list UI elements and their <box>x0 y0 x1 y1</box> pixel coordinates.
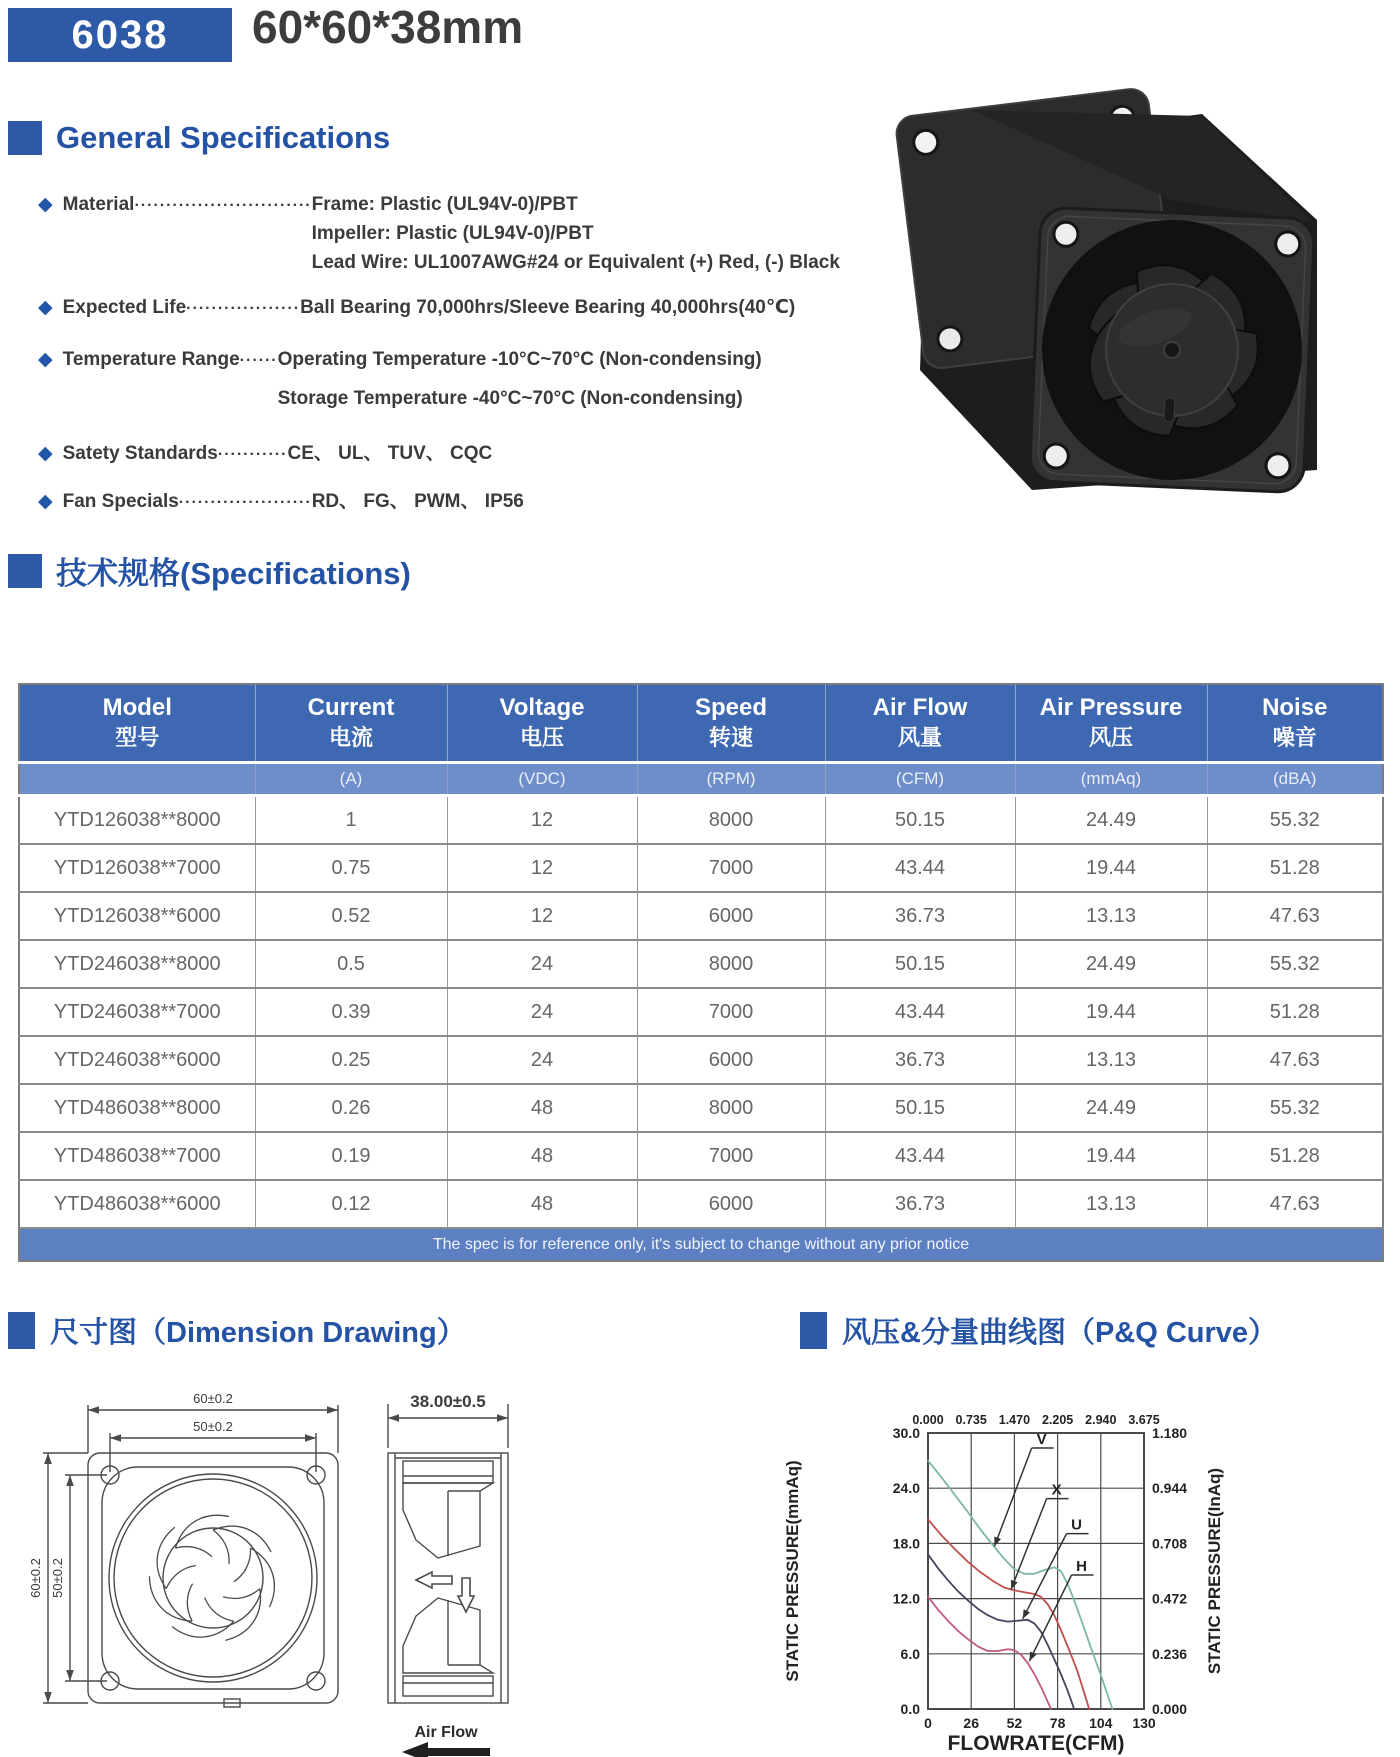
header-en: Model <box>102 694 172 721</box>
table-cell: 0.26 <box>255 1084 447 1132</box>
table-cell: YTD126038**7000 <box>19 844 255 892</box>
spec-row <box>38 190 878 277</box>
diamond-bullet-icon: ◆ <box>38 349 53 370</box>
spec-values <box>312 190 878 277</box>
table-cell: 55.32 <box>1207 796 1383 845</box>
curve-X <box>928 1520 1089 1710</box>
chart-grid <box>928 1433 1144 1709</box>
table-cell: 7000 <box>637 844 825 892</box>
section-title: 风压&分量曲线图（P&Q Curve） <box>842 1317 1278 1349</box>
table-cell: 0.25 <box>255 1036 447 1084</box>
y-tick-left: 6.0 <box>900 1645 920 1662</box>
table-cell: 0.75 <box>255 844 447 892</box>
table-cell: YTD126038**6000 <box>19 892 255 940</box>
header-en: Speed <box>694 694 768 721</box>
fan-front-flange <box>1029 207 1315 493</box>
annotation-arrowhead <box>994 1536 1001 1546</box>
table-cell: YTD486038**8000 <box>19 1084 255 1132</box>
table-row <box>19 844 1383 892</box>
fan-blade <box>205 1591 234 1629</box>
y-tick-right: 0.944 <box>1152 1480 1188 1497</box>
spec-row <box>38 487 878 517</box>
y-tick-right: 0.708 <box>1152 1535 1188 1552</box>
spec-row <box>38 439 878 469</box>
x-tick-top: 0.000 <box>912 1413 944 1427</box>
table-cell: 6000 <box>637 1036 825 1084</box>
table-cell: 12 <box>447 796 637 845</box>
y-tick-left: 0.0 <box>900 1701 920 1717</box>
section-marker-icon <box>8 121 42 155</box>
table-cell: 12 <box>447 892 637 940</box>
y-tick-right: 0.000 <box>1152 1701 1188 1717</box>
airflow-label: Air Flow <box>414 1724 478 1741</box>
spec-label: Expected Life <box>62 297 187 318</box>
fan-blade <box>172 1500 228 1561</box>
fan-blade <box>163 1565 200 1588</box>
x-tick-bottom: 0 <box>924 1715 932 1731</box>
spec-values <box>278 345 878 413</box>
table-header-cell <box>1207 684 1383 763</box>
table-cell: 47.63 <box>1207 1180 1383 1228</box>
table-header-cell <box>825 684 1015 763</box>
table-header-row <box>19 684 1383 763</box>
table-cell: 19.44 <box>1015 844 1207 892</box>
curve-label-V: V <box>1036 1431 1047 1449</box>
fan-blade <box>150 1527 188 1589</box>
table-units-row <box>19 763 1383 796</box>
table-cell: 24.49 <box>1015 796 1207 845</box>
curve-label-X: X <box>1051 1481 1062 1499</box>
table-cell: 0.52 <box>255 892 447 940</box>
spec-value-line: Frame: Plastic (UL94V-0)/PBT <box>311 194 578 215</box>
table-cell: YTD246038**6000 <box>19 1036 255 1084</box>
table-cell: 48 <box>447 1180 637 1228</box>
dim-hole-pitch-label: 50±0.2 <box>193 1419 233 1434</box>
section-title: General Specifications <box>56 120 391 155</box>
model-code-badge <box>8 8 232 62</box>
plot-border <box>928 1433 1144 1709</box>
table-cell: 43.44 <box>825 844 1015 892</box>
table-cell: YTD246038**8000 <box>19 940 255 988</box>
mounting-hole <box>1044 444 1069 469</box>
diamond-bullet-icon: ◆ <box>38 194 53 215</box>
unit-cell: (A) <box>255 763 447 796</box>
diamond-bullet-icon: ◆ <box>38 443 53 464</box>
y-axis-left-title: STATIC PRESSURE(mmAq) <box>783 1460 802 1682</box>
annotation-arrowhead <box>1029 1651 1036 1661</box>
x-tick-bottom: 130 <box>1132 1715 1156 1731</box>
header-en: Air Pressure <box>1039 694 1183 721</box>
header-cn: 电压 <box>519 725 564 750</box>
table-cell: 7000 <box>637 988 825 1036</box>
spec-leader-dots: ··········· <box>217 446 288 463</box>
spec-key <box>38 293 300 323</box>
dim-hole-pitch-v-label: 50±0.2 <box>50 1558 65 1598</box>
front-view-hub <box>163 1528 263 1628</box>
unit-cell: (CFM) <box>825 763 1015 796</box>
table-cell: 13.13 <box>1015 1036 1207 1084</box>
x-tick-top: 2.940 <box>1085 1413 1117 1427</box>
mounting-hole <box>1053 222 1078 247</box>
spec-label: Satety Standards <box>62 443 218 464</box>
table-header-cell <box>255 684 447 763</box>
table-cell: 43.44 <box>825 1132 1015 1180</box>
spec-value-line: Lead Wire: UL1007AWG#24 or Equivalent (+) Red, (-) Black <box>311 252 840 273</box>
table-cell: 55.32 <box>1207 1084 1383 1132</box>
spec-leader-dots: ···························· <box>134 197 312 214</box>
spec-value-line: CE、 UL、 TUV、 CQC <box>287 443 493 464</box>
table-cell: 24 <box>447 988 637 1036</box>
table-cell: 1 <box>255 796 447 845</box>
header-en: Current <box>307 694 395 721</box>
section-specifications <box>8 548 411 593</box>
header-en: Noise <box>1262 694 1328 721</box>
unit-cell: (VDC) <box>447 763 637 796</box>
x-tick-top: 0.735 <box>955 1413 987 1427</box>
chart-annotations <box>994 1431 1093 1661</box>
spec-values <box>312 487 878 516</box>
table-cell: 50.15 <box>825 1084 1015 1132</box>
x-tick-bottom: 52 <box>1006 1715 1023 1731</box>
fan-blade <box>175 1535 212 1569</box>
spec-label: Temperature Range <box>62 349 240 370</box>
table-cell: 6000 <box>637 1180 825 1228</box>
x-axis-title: FLOWRATE(CFM) <box>947 1732 1125 1755</box>
table-cell: 19.44 <box>1015 988 1207 1036</box>
table-header-cell <box>19 684 255 763</box>
spec-row <box>38 293 878 323</box>
spec-label: Fan Specials <box>62 491 179 512</box>
y-tick-right: 0.472 <box>1152 1590 1188 1607</box>
table-cell: 43.44 <box>825 988 1015 1036</box>
spec-row <box>38 345 878 413</box>
spec-leader-dots: ·················· <box>186 300 301 317</box>
specifications-table <box>18 683 1384 1262</box>
section-dimension-drawing <box>8 1310 466 1351</box>
diamond-bullet-icon: ◆ <box>38 297 53 318</box>
table-row <box>19 892 1383 940</box>
dim-depth-label: 38.00±0.5 <box>410 1392 486 1411</box>
table-row <box>19 1036 1383 1084</box>
table-cell: 24 <box>447 1036 637 1084</box>
spec-value-line: Storage Temperature -40°C~70°C (Non-condensing) <box>277 388 743 409</box>
table-cell: 8000 <box>637 796 825 845</box>
table-cell: 55.32 <box>1207 940 1383 988</box>
size-label: 60*60*38mm <box>252 1 524 53</box>
table-cell: 50.15 <box>825 940 1015 988</box>
section-marker-icon <box>8 554 42 588</box>
header-cn: 型号 <box>115 725 160 750</box>
x-tick-top: 2.205 <box>1041 1413 1074 1427</box>
spec-key <box>38 439 287 469</box>
spec-value-line: Ball Bearing 70,000hrs/Sleeve Bearing 40,000hrs(40℃) <box>300 297 796 318</box>
annotation-arrow <box>1023 1534 1067 1619</box>
unit-cell <box>19 763 255 796</box>
unit-cell: (RPM) <box>637 763 825 796</box>
table-row <box>19 940 1383 988</box>
spec-leader-dots: ····················· <box>178 494 312 511</box>
curve-label-U: U <box>1071 1516 1082 1534</box>
y-tick-left: 18.0 <box>892 1535 920 1552</box>
table-cell: 51.28 <box>1207 1132 1383 1180</box>
table-footnote: The spec is for reference only, it's subject to change without any prior notice <box>19 1228 1383 1261</box>
header-cn: 电流 <box>328 725 373 750</box>
spec-key <box>38 345 278 375</box>
y-tick-left: 30.0 <box>892 1425 920 1441</box>
table-cell: 51.28 <box>1207 988 1383 1036</box>
x-tick-bottom: 26 <box>963 1715 979 1731</box>
table-row <box>19 796 1383 845</box>
chart-curves <box>928 1461 1112 1709</box>
dimension-drawing <box>28 1388 548 1757</box>
table-cell: 36.73 <box>825 892 1015 940</box>
table-row <box>19 988 1383 1036</box>
table-cell: 6000 <box>637 892 825 940</box>
spec-value-line: RD、 FG、 PWM、 IP56 <box>311 491 524 512</box>
general-spec-list <box>38 190 878 533</box>
table-cell: 36.73 <box>825 1036 1015 1084</box>
annotation-arrow <box>1011 1499 1047 1590</box>
spec-values <box>287 439 878 468</box>
front-view-frame <box>88 1453 338 1703</box>
table-cell: 51.28 <box>1207 844 1383 892</box>
header-cn: 转速 <box>708 725 753 750</box>
exhaust-direction-icon <box>416 1572 452 1588</box>
section-marker-icon <box>800 1312 827 1349</box>
table-cell: YTD486038**7000 <box>19 1132 255 1180</box>
fan-blade <box>225 1584 263 1646</box>
dimension-arrowheads <box>44 1406 508 1703</box>
table-row <box>19 1132 1383 1180</box>
dim-width-label: 60±0.2 <box>193 1391 233 1406</box>
annotation-arrowhead <box>1023 1609 1030 1619</box>
table-header-cell <box>447 684 637 763</box>
y-tick-right: 0.236 <box>1152 1645 1188 1662</box>
table-header-cell <box>637 684 825 763</box>
spec-values <box>300 293 878 322</box>
table-cell: 24.49 <box>1015 1084 1207 1132</box>
table-cell: 0.5 <box>255 940 447 988</box>
table-cell: 48 <box>447 1132 637 1180</box>
section-title: 尺寸图（Dimension Drawing） <box>50 1317 466 1349</box>
spec-key <box>38 190 312 220</box>
x-tick-bottom: 104 <box>1089 1715 1113 1731</box>
spec-leader-dots: ······ <box>239 352 278 369</box>
spec-key <box>38 487 312 517</box>
y-axis-right-title: STATIC PRESSURE(InAq) <box>1205 1467 1224 1675</box>
model-code: 6038 <box>71 12 169 57</box>
table-cell: 48 <box>447 1084 637 1132</box>
spec-value-line: Operating Temperature -10°C~70°C (Non-condensing) <box>277 349 762 370</box>
diamond-bullet-icon: ◆ <box>38 491 53 512</box>
x-tick-bottom: 78 <box>1049 1715 1066 1731</box>
table-cell: 24 <box>447 940 637 988</box>
table-cell: YTD486038**6000 <box>19 1180 255 1228</box>
table-cell: 19.44 <box>1015 1132 1207 1180</box>
header-cn: 噪音 <box>1272 725 1317 750</box>
table-cell: 36.73 <box>825 1180 1015 1228</box>
table-cell: 12 <box>447 844 637 892</box>
table-cell: 50.15 <box>825 796 1015 845</box>
curve-label-H: H <box>1076 1558 1087 1575</box>
y-tick-left: 12.0 <box>892 1590 920 1607</box>
header-en: Voltage <box>499 694 585 721</box>
table-row <box>19 1084 1383 1132</box>
section-marker-icon <box>8 1312 35 1349</box>
table-cell: 24.49 <box>1015 940 1207 988</box>
mounting-hole <box>1266 453 1291 478</box>
table-cell: 0.19 <box>255 1132 447 1180</box>
unit-cell: (dBA) <box>1207 763 1383 796</box>
airflow-arrow-icon <box>402 1742 490 1757</box>
fan-blade <box>213 1530 229 1564</box>
specifications-table-wrap <box>18 683 1384 1262</box>
mounting-hole <box>1275 231 1300 256</box>
table-cell: 13.13 <box>1015 892 1207 940</box>
table-cell: 8000 <box>637 1084 825 1132</box>
y-tick-left: 24.0 <box>892 1480 920 1497</box>
table-cell: 0.39 <box>255 988 447 1036</box>
table-cell: YTD126038**8000 <box>19 796 255 845</box>
table-cell: YTD246038**7000 <box>19 988 255 1036</box>
annotation-arrow <box>994 1448 1031 1546</box>
fan-blade <box>224 1548 261 1582</box>
x-tick-top: 1.470 <box>998 1413 1031 1427</box>
section-pq-curve <box>800 1310 1277 1351</box>
annotation-arrow <box>1029 1575 1071 1661</box>
header-cn: 风压 <box>1088 725 1133 750</box>
table-cell: 47.63 <box>1207 1036 1383 1084</box>
curve-V <box>928 1461 1112 1709</box>
table-cell: 7000 <box>637 1132 825 1180</box>
table-cell: 47.63 <box>1207 892 1383 940</box>
header-cn: 风量 <box>897 725 942 750</box>
spec-label: Material <box>62 194 135 215</box>
table-cell: 8000 <box>637 940 825 988</box>
curve-U <box>928 1554 1074 1709</box>
table-row <box>19 1180 1383 1228</box>
section-title: 技术规格(Specifications) <box>56 556 411 591</box>
unit-cell: (mmAq) <box>1015 763 1207 796</box>
section-general-specifications <box>8 120 390 156</box>
pq-curve-chart <box>758 1386 1378 1757</box>
y-tick-right: 1.180 <box>1152 1425 1188 1441</box>
header-en: Air Flow <box>872 694 968 721</box>
table-cell: 13.13 <box>1015 1180 1207 1228</box>
fan-blade <box>178 1584 207 1622</box>
dim-height-label: 60±0.2 <box>28 1558 43 1598</box>
fan-product-photo <box>872 80 1334 512</box>
table-cell: 0.12 <box>255 1180 447 1228</box>
table-header-cell <box>1015 684 1207 763</box>
fan-blade <box>223 1581 260 1604</box>
x-tick-top: 3.675 <box>1128 1413 1160 1427</box>
spec-value-line: Impeller: Plastic (UL94V-0)/PBT <box>311 223 594 244</box>
